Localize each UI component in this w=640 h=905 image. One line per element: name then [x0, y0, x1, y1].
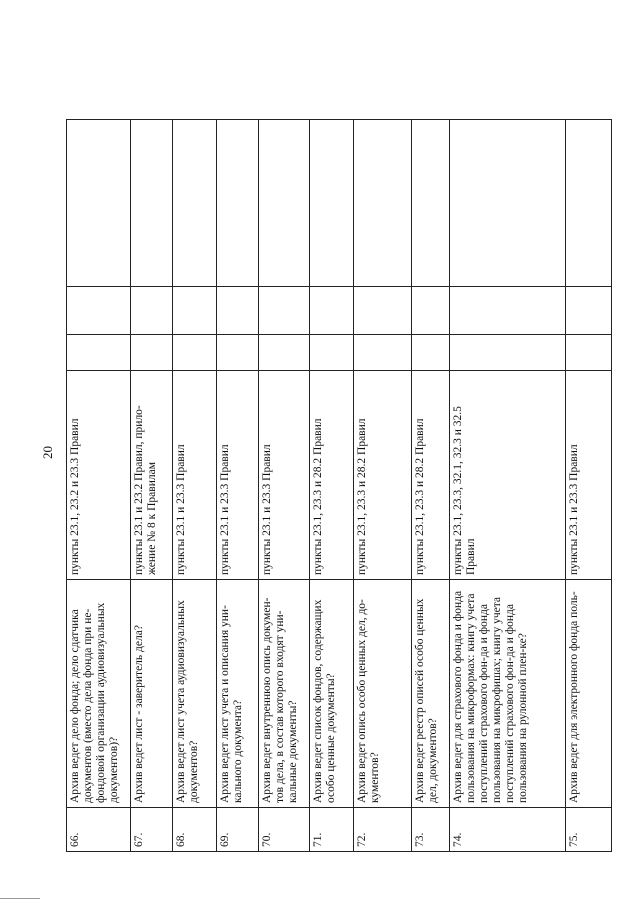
- answer-no-cell: [354, 286, 411, 334]
- answer-yes-cell: [259, 334, 309, 370]
- answer-no-cell: [67, 286, 130, 334]
- note-cell: [67, 119, 130, 286]
- answer-yes-cell: [566, 334, 611, 370]
- row-number: 74.: [450, 807, 565, 851]
- table-row: [412, 120, 450, 851]
- note-cell: [217, 119, 258, 286]
- table-row: [131, 120, 173, 851]
- answer-yes-cell: [67, 334, 130, 370]
- answer-no-cell: [131, 286, 172, 334]
- note-cell: [412, 119, 449, 286]
- question-cell: Архив ведет лист учета и описания уни-кального документа?: [217, 579, 258, 807]
- note-cell: [259, 119, 309, 286]
- question-cell: Архив ведет лист - заверитель дела?: [131, 579, 172, 807]
- row-number: 69.: [217, 807, 258, 851]
- row-number: 70.: [259, 807, 309, 851]
- note-cell: [354, 119, 411, 286]
- answer-yes-cell: [450, 334, 565, 370]
- answer-yes-cell: [412, 334, 449, 370]
- answer-yes-cell: [173, 334, 216, 370]
- row-number: 72.: [354, 807, 411, 851]
- row-number: 66.: [67, 807, 130, 851]
- note-cell: [173, 119, 216, 286]
- question-cell: Архив ведет реестр описей особо ценных дел, документов?: [412, 579, 449, 807]
- question-cell: Архив ведет опись особо ценных дел, до-кументов?: [354, 579, 411, 807]
- answer-no-cell: [259, 286, 309, 334]
- table-row: [354, 120, 412, 851]
- checklist-table-frame: [66, 119, 612, 852]
- note-cell: [566, 119, 611, 286]
- table-row: [450, 120, 566, 851]
- question-cell: Архив ведет лист учета аудиовизуальных документов?: [173, 579, 216, 807]
- row-number: 73.: [412, 807, 449, 851]
- question-cell: Архив ведет для электронного фонда поль-: [566, 579, 611, 807]
- reference-cell: пункты 23.1, 23.2 и 23.3 Правил: [67, 370, 130, 579]
- note-cell: [131, 119, 172, 286]
- reference-cell: пункты 23.1 и 23.3 Правил: [259, 370, 309, 579]
- reference-cell: пункты 23.1, 23.3 и 28.2 Правил: [310, 370, 353, 579]
- answer-no-cell: [566, 286, 611, 334]
- reference-cell: пункты 23.1 и 23.3 Правил: [217, 370, 258, 579]
- question-cell: Архив ведет для страхового фонда и фонда пользования на микроформах: книгу учета поступлений страхового фон-да и фонда пользования на микрофишах; книгу учета поступлений страхового фон-да и фонда пользования на рулонной плен-ке?: [450, 579, 565, 807]
- question-cell: Архив ведет внутреннюю опись докумен-тов дела, в состав которого входят уни-кальные документы?: [259, 579, 309, 807]
- answer-no-cell: [173, 286, 216, 334]
- note-cell: [310, 119, 353, 286]
- answer-yes-cell: [310, 334, 353, 370]
- reference-cell: пункты 23.1, 23.3 и 28.2 Правил: [354, 370, 411, 579]
- answer-no-cell: [412, 286, 449, 334]
- row-number: 71.: [310, 807, 353, 851]
- question-cell: Архив ведет дело фонда; дело сдатчика документов (вместо дела фонда при не-фондовой организации аудиовизуальных документов)?: [67, 579, 130, 807]
- reference-cell: пункты 23.1 и 23.3 Правил: [173, 370, 216, 579]
- table-row: [67, 120, 131, 851]
- checklist-table: [66, 119, 612, 852]
- scan-edge-line: [0, 898, 40, 899]
- row-number: 75.: [566, 807, 611, 851]
- answer-no-cell: [217, 286, 258, 334]
- reference-cell: пункты 23.1, 23.3 и 28.2 Правил: [412, 370, 449, 579]
- reference-cell: пункты 23.1 и 23.3 Правил: [566, 370, 611, 579]
- answer-yes-cell: [217, 334, 258, 370]
- answer-yes-cell: [131, 334, 172, 370]
- answer-no-cell: [450, 286, 565, 334]
- reference-cell: пункты 23.1 и 23.2 Правил, прило-жение № 8 к Правилам: [131, 370, 172, 579]
- answer-yes-cell: [354, 334, 411, 370]
- reference-cell: пункты 23.1, 23.3, 32.1, 32.3 и 32.5 Правил: [450, 370, 565, 579]
- table-row: [173, 120, 217, 851]
- page-number: 20: [40, 446, 55, 459]
- table-row: [259, 120, 310, 851]
- question-cell: Архив ведет список фондов, содержащих особо ценные документы?: [310, 579, 353, 807]
- note-cell: [450, 119, 565, 286]
- table-row: [217, 120, 259, 851]
- answer-no-cell: [310, 286, 353, 334]
- row-number: 67.: [131, 807, 172, 851]
- table-row: [310, 120, 354, 851]
- row-number: 68.: [173, 807, 216, 851]
- table-row: [566, 120, 611, 851]
